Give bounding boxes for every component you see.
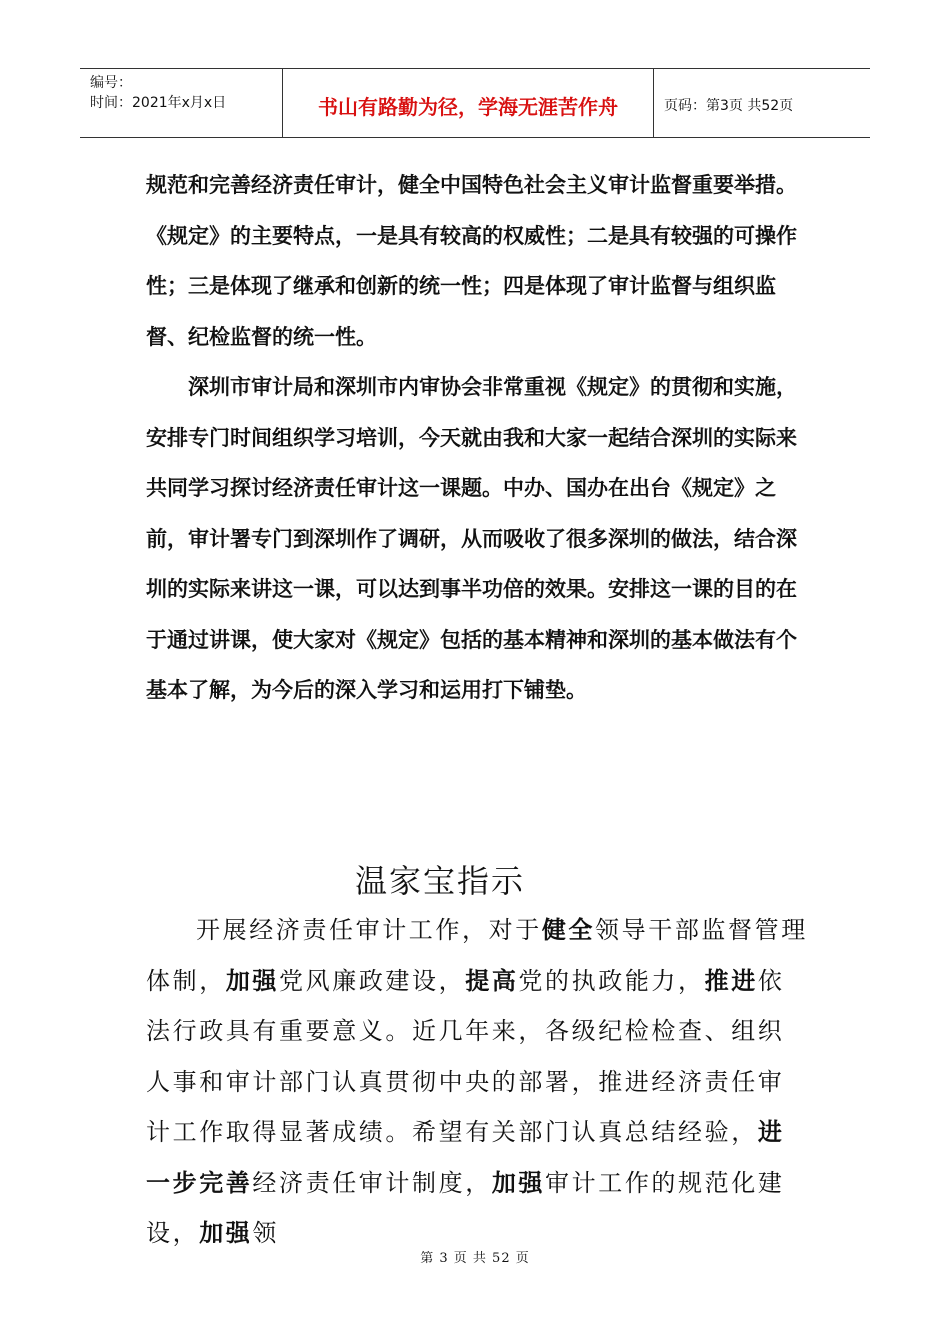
time-label: 时间：2021年x月x日 xyxy=(90,95,227,111)
text-run: 领导干部监督管理体制， xyxy=(146,916,808,995)
text-run: 审计工作的规范化建设， xyxy=(146,1168,785,1247)
bold-term: 加强 xyxy=(225,965,280,995)
instruction-paragraph xyxy=(146,905,808,1259)
header-motto: 书山有路勤为径，学海无涯苦作舟 xyxy=(282,69,654,137)
paragraph-2: 深圳市审计局和深圳市内审协会非常重视《规定》的贯彻和实施，安排专门时间组织学习培训，今天就由我和大家一起结合深圳的实际来共同学习探讨经济责任审计这一课题。中办、国办在出台《规定》之前，审计署专门到深圳作了调研，从而吸收了很多深圳的做法，结合深圳的实际来讲这一课，可以达到事半功倍的效果。安排这一课的目的在于通过讲课，使大家对《规定》包括的基本精神和深圳的基本做法有个基本了解，为今后的深入学习和运用打下铺垫。 xyxy=(146,374,797,702)
section-title: 温家宝指示 xyxy=(354,862,525,900)
paragraph-1: 规范和完善经济责任审计，健全中国特色社会主义审计监督重要举措。《规定》的主要特点，一是具有较高的权威性；二是具有较强的可操作性；三是体现了继承和创新的统一性；四是体现了审计监督与组织监督、纪检监督的统一性。 xyxy=(146,172,797,349)
text-run: 党的执政能力， xyxy=(518,966,705,995)
text-run: 依法行政具有重要意义。近几年来，各级纪检检查、组织人事和审计部门认真贯彻中央的部署，推进经济责任审计工作取得显著成绩。希望有关部门认真总结经验， xyxy=(146,966,785,1146)
bold-term: 加强 xyxy=(491,1167,546,1197)
page-header xyxy=(80,68,870,138)
bold-term: 健全 xyxy=(541,915,596,944)
text-run: 领 xyxy=(252,1219,280,1247)
text-run: 经济责任审计制度， xyxy=(252,1168,492,1197)
header-meta xyxy=(80,69,282,137)
text-run: 开展经济责任审计工作，对于 xyxy=(196,916,542,944)
number-label: 编号： xyxy=(90,75,132,91)
bold-term: 提高 xyxy=(465,965,519,995)
body-section-1 xyxy=(146,160,806,716)
text-run: 党风廉政建设， xyxy=(279,966,466,995)
bold-term: 进一步完善 xyxy=(146,1117,785,1197)
page-footer: 第 3 页 共 52 页 xyxy=(420,1251,530,1266)
body-section-2 xyxy=(146,905,808,1259)
header-page-info: 页码：第3页 共52页 xyxy=(664,98,794,114)
bold-term: 加强 xyxy=(199,1218,253,1247)
bold-term: 推进 xyxy=(704,965,758,995)
